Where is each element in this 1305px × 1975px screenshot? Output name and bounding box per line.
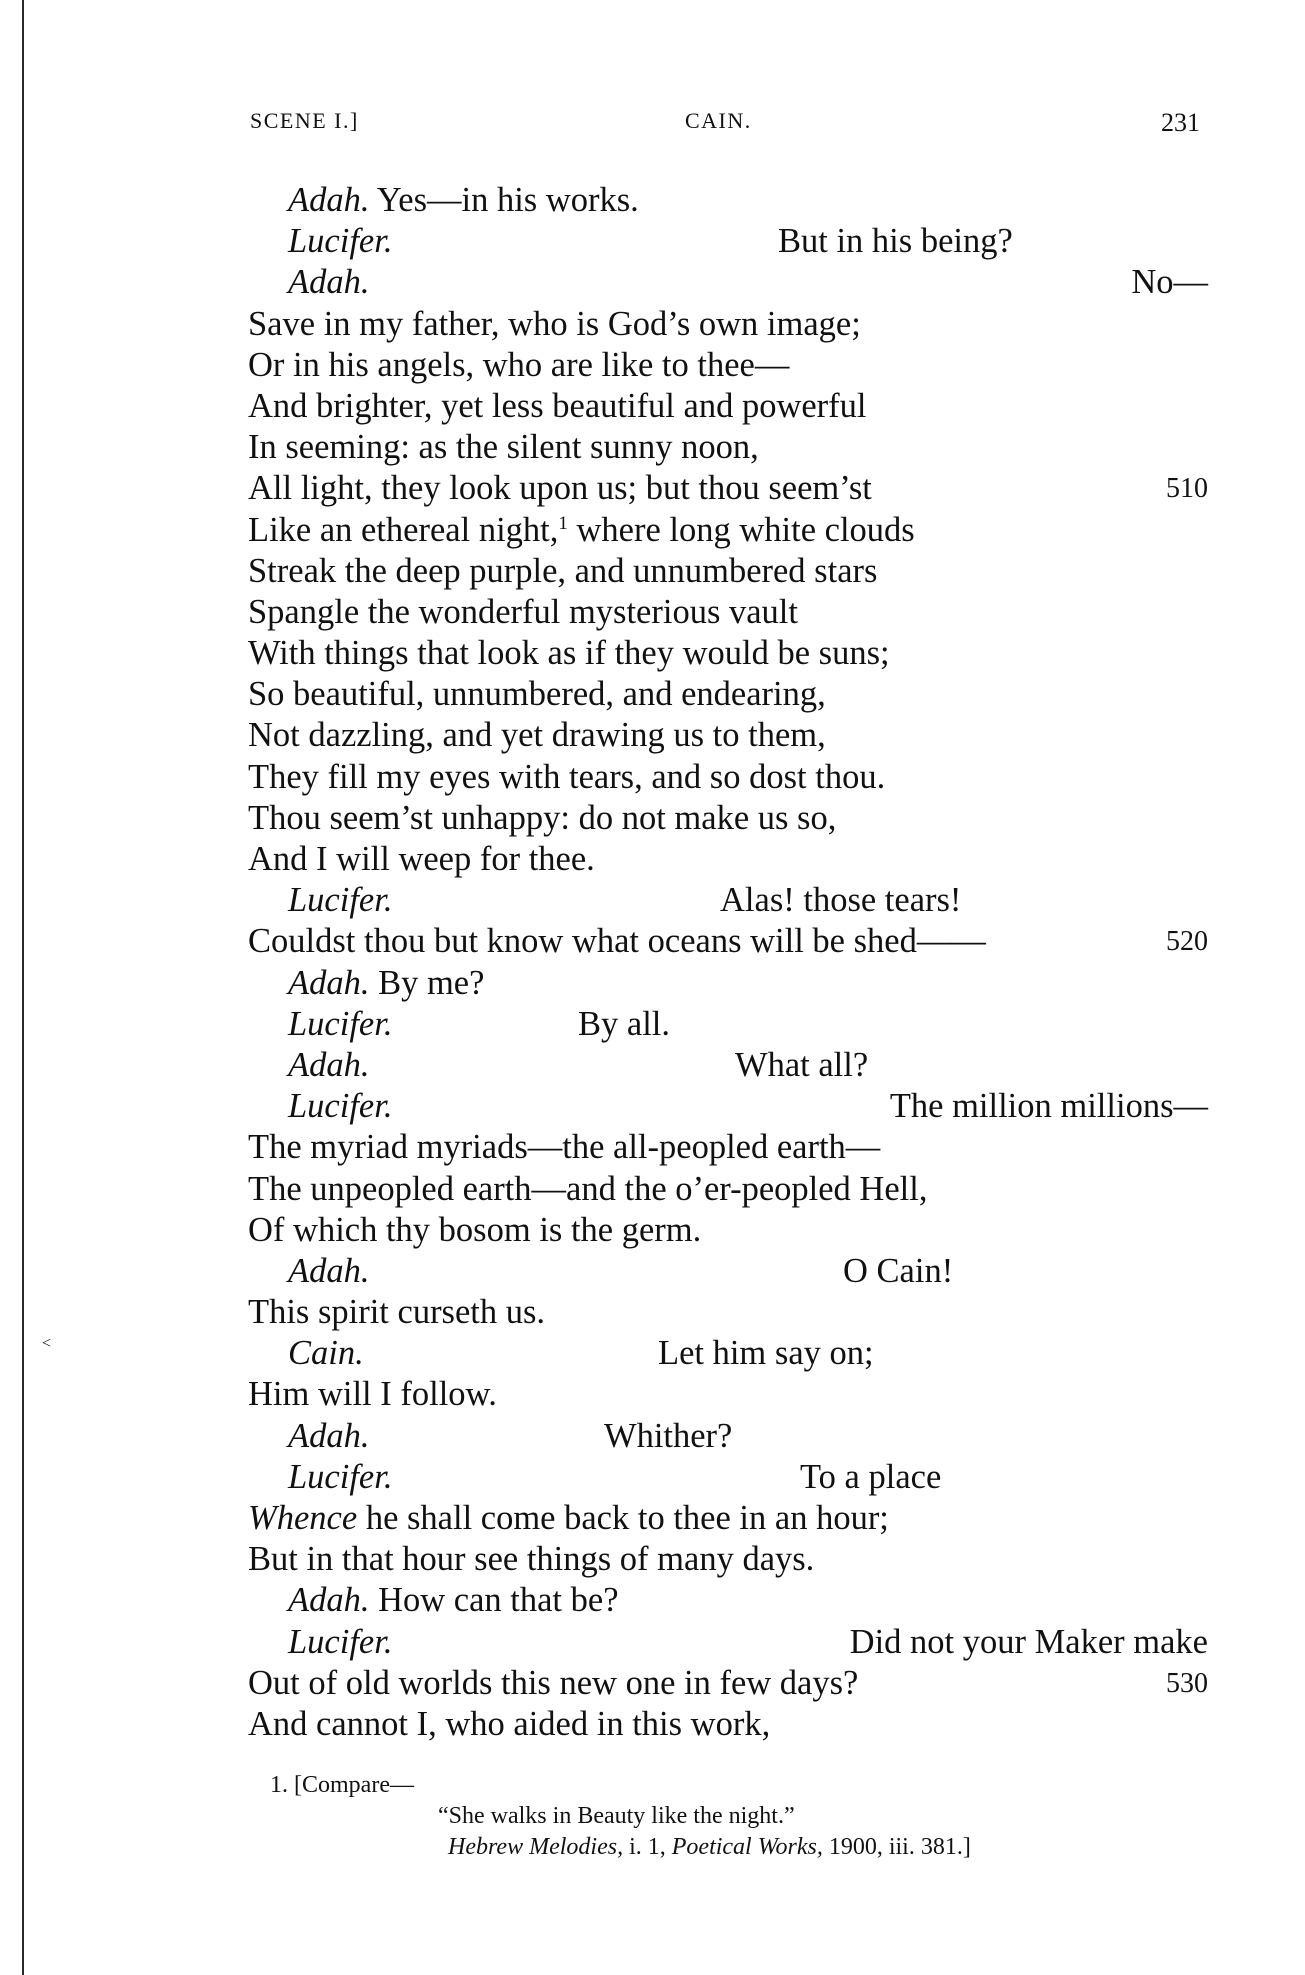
verse-line [248, 880, 1208, 921]
footnote-quote: “She walks in Beauty like the night.” [438, 1803, 795, 1829]
speech: The million millions— [889, 1087, 1208, 1126]
footnote-line [270, 1770, 1210, 1801]
line-text: Out of old worlds this new one in few days? [248, 1663, 859, 1702]
verse-line [248, 180, 1208, 221]
header-title: CAIN. [685, 108, 752, 133]
verse-line: Or in his angels, who are like to thee— [248, 345, 790, 384]
verse-line [248, 510, 1208, 551]
speaker: Adah. [288, 263, 370, 302]
header-scene: SCENE I.] [250, 108, 359, 133]
speaker: Lucifer. [288, 1457, 393, 1496]
verse-line: The unpeopled earth—and the o’er-peopled Hell, [248, 1169, 928, 1208]
speaker: Lucifer. [288, 1622, 393, 1661]
line-number: 530 [1166, 1667, 1208, 1699]
speaker: Lucifer. [288, 222, 393, 261]
verse-line [248, 1086, 1208, 1127]
verse-line [248, 963, 1208, 1004]
line-text-continued: where long white clouds [567, 510, 915, 549]
margin-mark: ˂ [42, 1335, 52, 1352]
verse-line [248, 1045, 1208, 1086]
speech: But in his being? [778, 222, 1013, 261]
speaker: Adah. [288, 1045, 370, 1084]
italic-word: Whence [248, 1499, 358, 1537]
verse-line: Spangle the wonderful mysterious vault [248, 592, 798, 631]
verse-line: This spirit curseth us. [248, 1293, 546, 1332]
running-header [250, 108, 1200, 138]
page-edge-line [22, 0, 24, 1975]
speaker: Adah. [288, 1581, 370, 1620]
speaker: Adah. [288, 963, 370, 1002]
footnote [270, 1770, 1210, 1863]
verse-line [248, 1663, 1208, 1704]
verse-text [248, 180, 1208, 1745]
speaker: Lucifer. [288, 881, 393, 920]
verse-line: The myriad myriads—the all-peopled earth— [248, 1128, 881, 1167]
speaker: Adah. [288, 181, 370, 219]
footnote-source-ref: i. 1, [623, 1834, 672, 1860]
verse-line [248, 921, 1208, 962]
footnote-source-title: Hebrew Melodies, [448, 1834, 624, 1860]
footnote-source-work: Poetical Works, [671, 1834, 823, 1860]
footnote-line [270, 1801, 1210, 1832]
verse-line: Of which thy bosom is the germ. [248, 1210, 702, 1249]
line-text: Like an ethereal night, [248, 510, 559, 549]
verse-line [248, 1416, 1208, 1457]
speech: Whither? [604, 1416, 733, 1455]
footnote-ref: 1 [558, 512, 568, 534]
verse-line [248, 1498, 1208, 1539]
verse-line: And I will weep for thee. [248, 840, 595, 878]
line-number: 520 [1166, 926, 1208, 958]
speaker: Cain. [288, 1334, 364, 1373]
speaker: Adah. [288, 1251, 370, 1290]
verse-line: And cannot I, who aided in this work, [248, 1704, 771, 1743]
speech: How can that be? [369, 1581, 619, 1620]
verse-line: Thou seem’st unhappy: do not make us so, [248, 798, 837, 837]
speech: By me? [369, 963, 485, 1002]
verse-line [248, 1622, 1208, 1663]
page-number: 231 [1161, 108, 1200, 137]
footnote-label: [Compare— [294, 1772, 414, 1798]
verse-line [248, 1004, 1208, 1045]
line-text: he shall come back to thee in an hour; [357, 1499, 889, 1537]
verse-line: They fill my eyes with tears, and so dost thou. [248, 757, 886, 796]
speech: No— [1131, 263, 1208, 302]
verse-line [248, 221, 1208, 262]
speech: Alas! those tears! [720, 881, 962, 920]
line-text: All light, they look upon us; but thou seem’st [248, 469, 872, 508]
verse-line: Not dazzling, and yet drawing us to them, [248, 716, 826, 755]
speaker: Lucifer. [288, 1004, 393, 1043]
speaker: Adah. [288, 1416, 370, 1455]
verse-line: With things that look as if they would be suns; [248, 634, 890, 673]
speech: Yes—in his works. [369, 181, 639, 219]
speech: O Cain! [843, 1251, 954, 1290]
verse-line [248, 468, 1208, 509]
speech: Did not your Maker make [849, 1622, 1208, 1661]
footnote-marker: 1. [270, 1772, 288, 1798]
verse-line [248, 262, 1208, 303]
speaker: Lucifer. [288, 1087, 393, 1126]
verse-line: In seeming: as the silent sunny noon, [248, 428, 759, 467]
line-number: 510 [1166, 473, 1208, 505]
verse-line: Streak the deep purple, and unnumbered stars [248, 551, 878, 590]
speech: By all. [578, 1004, 670, 1043]
verse-line [248, 1333, 1208, 1374]
verse-line [248, 1580, 1208, 1621]
verse-line [248, 1457, 1208, 1498]
speech: What all? [735, 1045, 869, 1084]
verse-line: But in that hour see things of many days. [248, 1540, 815, 1579]
footnote-source-end: 1900, iii. 381.] [822, 1834, 971, 1860]
footnote-line [270, 1832, 1210, 1863]
verse-line: And brighter, yet less beautiful and powerful [248, 386, 867, 425]
speech: To a place [800, 1457, 942, 1496]
verse-line [248, 1251, 1208, 1292]
line-text: Couldst thou but know what oceans will be shed—— [248, 922, 986, 961]
verse-line: Save in my father, who is God’s own image; [248, 304, 861, 343]
verse-line: Him will I follow. [248, 1375, 497, 1414]
verse-line: So beautiful, unnumbered, and endearing, [248, 675, 826, 714]
speech: Let him say on; [658, 1334, 874, 1373]
